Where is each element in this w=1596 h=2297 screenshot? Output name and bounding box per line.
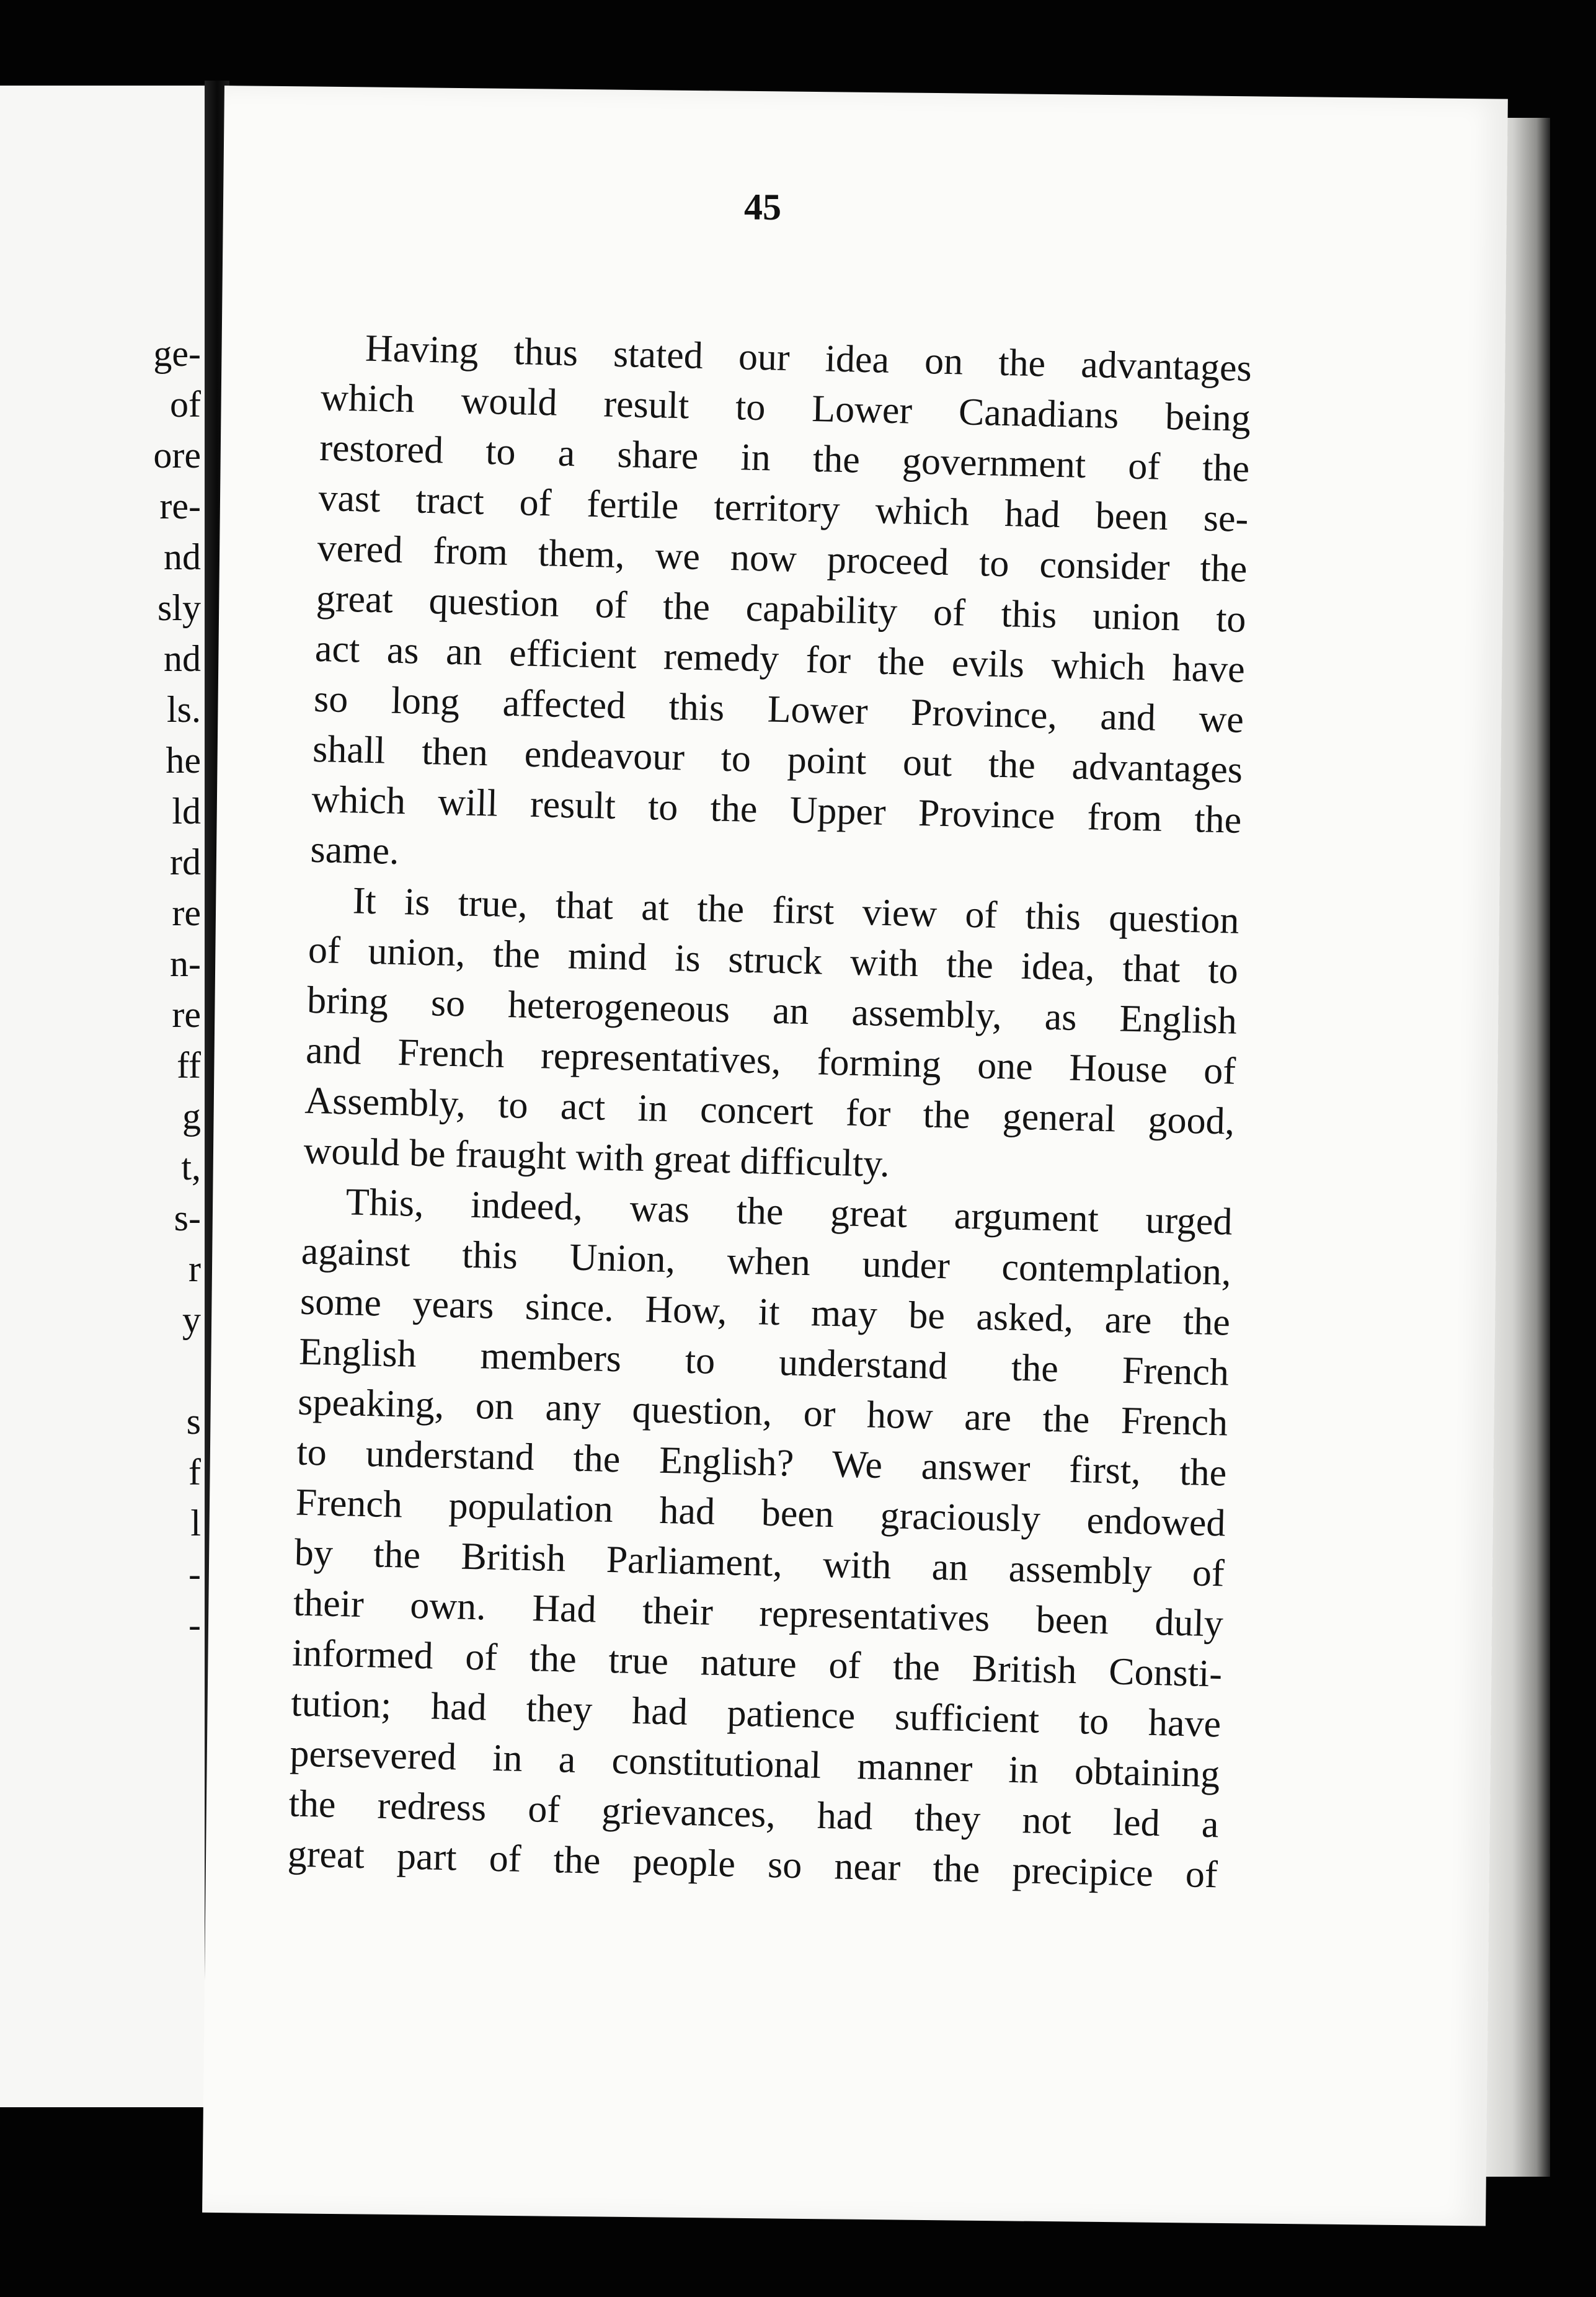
fragment: ge-	[153, 333, 201, 374]
text-line: tution; had they had patience sufficient to have	[290, 1682, 1221, 1746]
fragment: sly	[157, 587, 201, 628]
text-line: so long affected this Lower Province, and we	[313, 677, 1244, 741]
text-line: vast tract of fertile territory which had been se-	[317, 476, 1249, 540]
text-line: some years since. How, it may be asked, are the	[299, 1280, 1231, 1344]
fragment: s-	[174, 1197, 201, 1238]
text-line: which would result to Lower Canadians being	[320, 376, 1251, 440]
page-number: 45	[744, 187, 781, 228]
text-line: to understand the English? We answer first, the	[296, 1431, 1228, 1495]
text-line: great part of the people so near the precipice of	[287, 1833, 1218, 1896]
text-line: This, indeed, was the great argument urged	[345, 1181, 1233, 1243]
text-line: their own. Had their representatives been duly	[293, 1581, 1224, 1645]
text-line: of union, the mind is struck with the idea, that to	[308, 928, 1239, 992]
text-line: and French representatives, forming one House of	[305, 1029, 1236, 1093]
text-line: bring so heterogeneous an assembly, as English	[306, 979, 1238, 1042]
fragment: g	[182, 1096, 201, 1137]
fragment: l	[190, 1503, 201, 1544]
facing-page-text-fragments	[0, 86, 212, 2107]
text-line: great question of the capability of this union to	[316, 577, 1247, 641]
fragment: r	[188, 1248, 201, 1289]
fragment: f	[188, 1452, 201, 1493]
fragment: re	[172, 994, 201, 1035]
text-line: speaking, on any question, or how are the French	[297, 1380, 1228, 1444]
fragment: -	[188, 1604, 201, 1645]
fragment: -	[188, 1553, 201, 1594]
text-line: by the British Parliament, with an assembly of	[294, 1531, 1225, 1595]
fragment: of	[170, 384, 201, 425]
text-line: restored to a share in the government of the	[319, 426, 1250, 490]
text-line: persevered in a constitutional manner in obtaining	[289, 1732, 1221, 1796]
text-line: shall then endeavour to point out the advantages	[312, 727, 1243, 791]
text-line: the redress of grievances, had they not led a	[288, 1782, 1220, 1846]
text-line: same.	[309, 828, 400, 873]
fragment: s	[186, 1401, 201, 1442]
fragment: ls.	[166, 689, 201, 730]
text-line: informed of the true nature of the British Consti-	[291, 1632, 1223, 1695]
fragment: t,	[181, 1147, 201, 1188]
fragment: he	[166, 740, 201, 781]
text-line: English members to understand the French	[298, 1330, 1230, 1394]
fragment: ore	[153, 435, 201, 476]
text-line: which will result to the Upper Province from the	[311, 778, 1242, 842]
fragment: re-	[159, 486, 201, 526]
fragment: nd	[164, 536, 201, 577]
fragment: nd	[164, 638, 201, 679]
page-body-text	[287, 322, 1252, 1900]
text-line: Having thus stated our idea on the advantages	[365, 327, 1252, 390]
text-line: would be fraught with great difficulty.	[303, 1129, 890, 1186]
fragment: rd	[170, 842, 201, 882]
text-line: act as an efficient remedy for the evils which have	[314, 627, 1246, 691]
text-line: Assembly, to act in concert for the general good,	[304, 1079, 1235, 1143]
text-line: vered from them, we now proceed to consider the	[316, 526, 1248, 590]
text-line: French population had been graciously endowed	[295, 1481, 1226, 1545]
fragment: n-	[170, 943, 201, 984]
fragment: ff	[177, 1045, 201, 1086]
fragment: y	[182, 1299, 201, 1340]
facing-page-left	[0, 86, 212, 2107]
fragment: ld	[172, 791, 201, 832]
text-line: It is true, that at the first view of this question	[352, 879, 1240, 942]
fragment: re	[172, 892, 201, 933]
text-line: against this Union, when under contemplation,	[301, 1230, 1232, 1294]
